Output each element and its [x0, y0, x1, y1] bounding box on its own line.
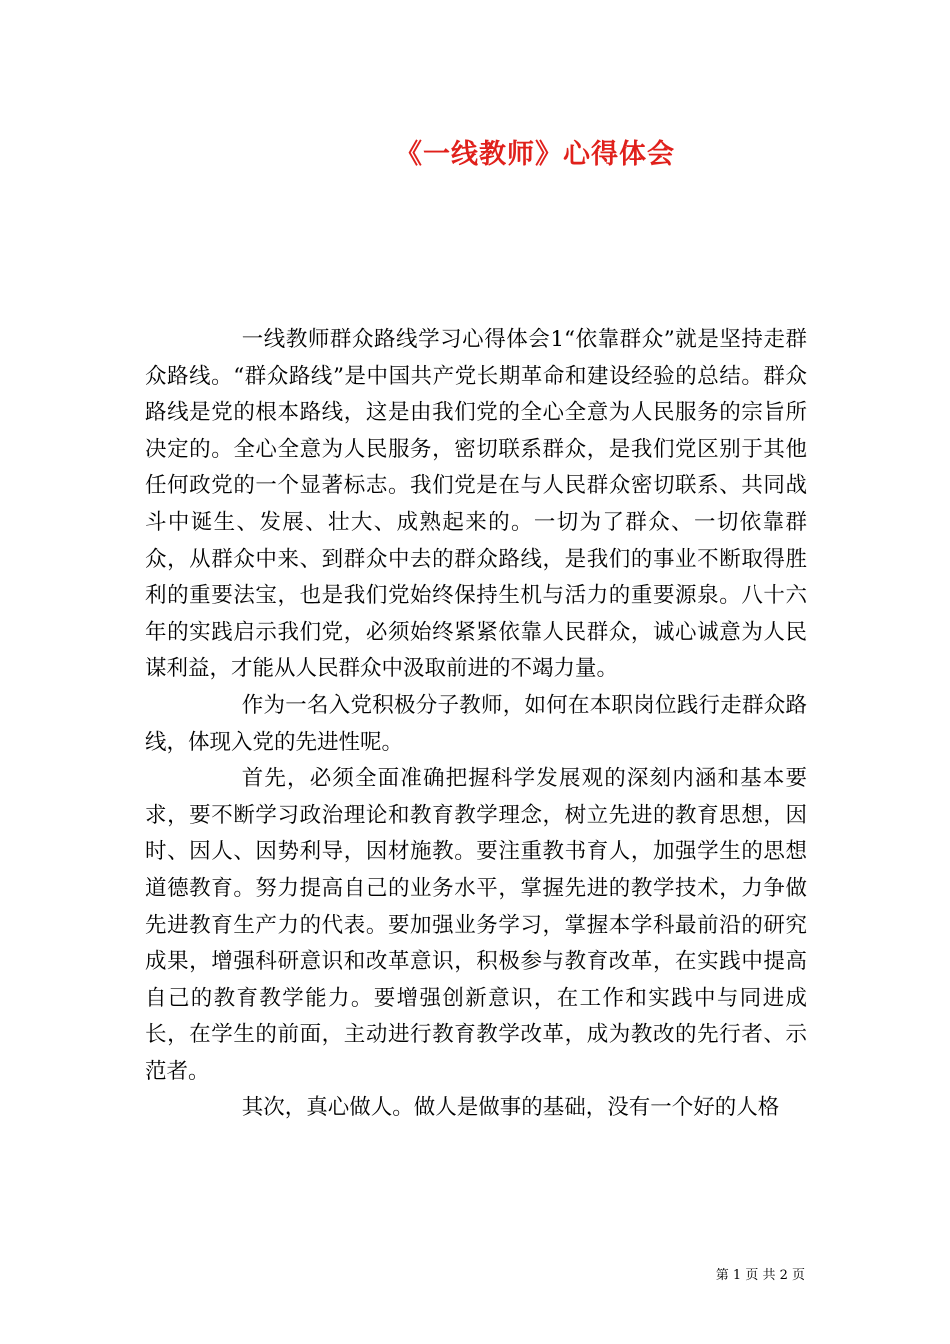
paragraph: 一线教师群众路线学习心得体会1“依靠群众”就是坚持走群众路线。“群众路线”是中国共产党长期革命和建设经验的总结。群众路线是党的根本路线，这是由我们党的全心全意为人民服务的宗旨所决定的。全心全意为人民服务，密切联系群众，是我们党区别于其他任何政党的一个显著标志。我们党是在与人民群众密切联系、共同战斗中诞生、发展、壮大、成熟起来的。一切为了群众、一切依靠群众，从群众中来、到群众中去的群众路线，是我们的事业不断取得胜利的重要法宝，也是我们党始终保持生机与活力的重要源泉。八十六年的实践启示我们党，必须始终紧紧依靠人民群众，诚心诚意为人民谋利益，才能从人民群众中汲取前进的不竭力量。 — [145, 327, 807, 682]
paragraph: 其次，真心做人。做人是做事的基础，没有一个好的人格 — [241, 1095, 780, 1121]
paragraph: 作为一名入党积极分子教师，如何在本职岗位践行走群众路线，体现入党的先进性呢。 — [145, 692, 807, 755]
page-number: 第 1 页 共 2 页 — [715, 1268, 805, 1283]
document-body — [145, 322, 807, 1127]
document-title: 《一线教师》心得体会 — [395, 139, 675, 170]
paragraph: 首先，必须全面准确把握科学发展观的深刻内涵和基本要求，要不断学习政治理论和教育教学理念，树立先进的教育思想，因时、因人、因势利导，因材施教。要注重教书育人，加强学生的思想道德教育。努力提高自己的业务水平，掌握先进的教学技术，力争做先进教育生产力的代表。要加强业务学习，掌握本学科最前沿的研究成果，增强科研意识和改革意识，积极参与教育改革，在实践中提高自己的教育教学能力。要增强创新意识，在工作和实践中与同进成长，在学生的前面，主动进行教育教学改革，成为教改的先行者、示范者。 — [145, 766, 807, 1084]
